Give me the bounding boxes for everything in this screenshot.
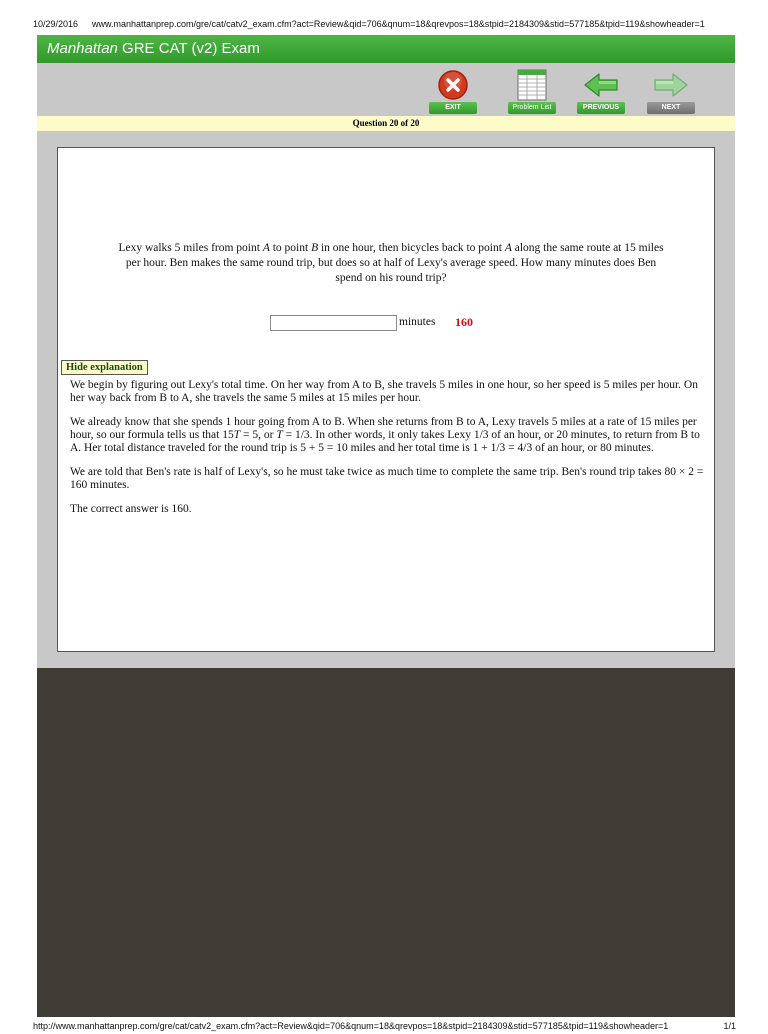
question-stem: [116, 241, 666, 286]
close-x-icon: [433, 68, 473, 102]
explanation-p2-text-1: We already know that she spends 1 hour going from A to B. When she returns from B to A, Lexy travels 5 miles at a rate of 15 miles per hour, so our formula tells us that 15: [70, 416, 697, 441]
problem-list-button[interactable]: [508, 68, 556, 114]
print-header: [0, 16, 768, 32]
explanation-paragraph-1: We begin by figuring out Lexy's total time. On her way from A to B, she travels 5 miles in one hour, so her speed is 5 miles per hour. On her way back from B to A, she travels the same 5 miles at 15 miles per hour.: [70, 379, 698, 404]
next-label: NEXT: [647, 102, 695, 114]
title-bar: [37, 35, 735, 63]
stem-text-4: along the same route at 15 miles per hour. Ben makes the same round trip, but does so at half of Lexy's average speed. How many minutes does Ben spend on his round trip?: [125, 242, 664, 284]
next-button[interactable]: [647, 68, 695, 114]
arrow-left-icon: [581, 68, 621, 102]
hide-explanation-button[interactable]: Hide explanation: [61, 360, 148, 375]
question-counter-bar: [37, 116, 735, 131]
footer-url: http://www.manhattanprep.com/gre/cat/catv2_exam.cfm?act=Review&qid=706&qnum=18&qrevpos=18&stpid=2184309&stid=577185&tpid=119&showheader=1: [33, 1021, 669, 1031]
print-footer: [0, 1018, 768, 1034]
arrow-right-icon: [651, 68, 691, 102]
explanation-paragraph-4: The correct answer is 160.: [70, 503, 192, 515]
stem-text-2: to point: [269, 242, 312, 254]
explanation-p2-text-3: = 1/3. In other words, it only takes Lexy 1/3 of an hour, or 20 minutes, to return from B to A. Her total distance traveled for the round trip is 5 + 5 = 10 miles and her total time is 1 + 1/3 = 4/3 of an hour, or 80 minutes.: [70, 429, 700, 454]
question-panel: [57, 147, 715, 652]
problem-list-label: Problem List: [508, 102, 556, 114]
explanation-p2-text-2: = 5, or: [240, 429, 277, 441]
previous-button[interactable]: [577, 68, 625, 114]
previous-label: PREVIOUS: [577, 102, 625, 114]
exit-button[interactable]: [429, 68, 477, 114]
app-title-rest: GRE CAT (v2) Exam: [117, 40, 260, 57]
explanation-text: [70, 379, 710, 527]
problem-list-grid-icon: [512, 68, 552, 102]
stem-text-3: in one hour, then bicycles back to point: [318, 242, 505, 254]
answer-input[interactable]: [270, 315, 397, 331]
stem-var-a: A: [262, 242, 270, 254]
toolbar: [37, 63, 735, 116]
app-title: [47, 39, 260, 59]
explanation-paragraph-3: We are told that Ben's rate is half of Lexy's, so he must take twice as much time to complete the same trip. Ben's round trip takes 80 × 2 = 160 minutes.: [70, 466, 704, 491]
page-number: 1/1: [723, 1021, 736, 1031]
exam-window: [37, 35, 735, 1017]
print-date: 10/29/2016: [33, 19, 79, 29]
stem-text-1: Lexy walks 5 miles from point: [118, 242, 263, 254]
brand-name: Manhattan: [47, 40, 118, 57]
question-counter: Question 20 of 20: [352, 118, 420, 128]
explanation-var-t: T: [233, 429, 241, 441]
print-url: www.manhattanprep.com/gre/cat/catv2_exam.cfm?act=Review&qid=706&qnum=18&qrevpos=18&stpid=2184309&stid=577185&tpid=119&showheader=1: [92, 19, 705, 29]
explanation-paragraph-2: [70, 416, 710, 455]
correct-answer: 160: [455, 315, 473, 329]
explanation-var-t-2: T: [276, 429, 283, 441]
exit-label: EXIT: [429, 102, 477, 114]
stem-var-a-2: A: [504, 242, 512, 254]
answer-unit: minutes: [399, 316, 436, 328]
stem-var-b: B: [311, 242, 319, 254]
